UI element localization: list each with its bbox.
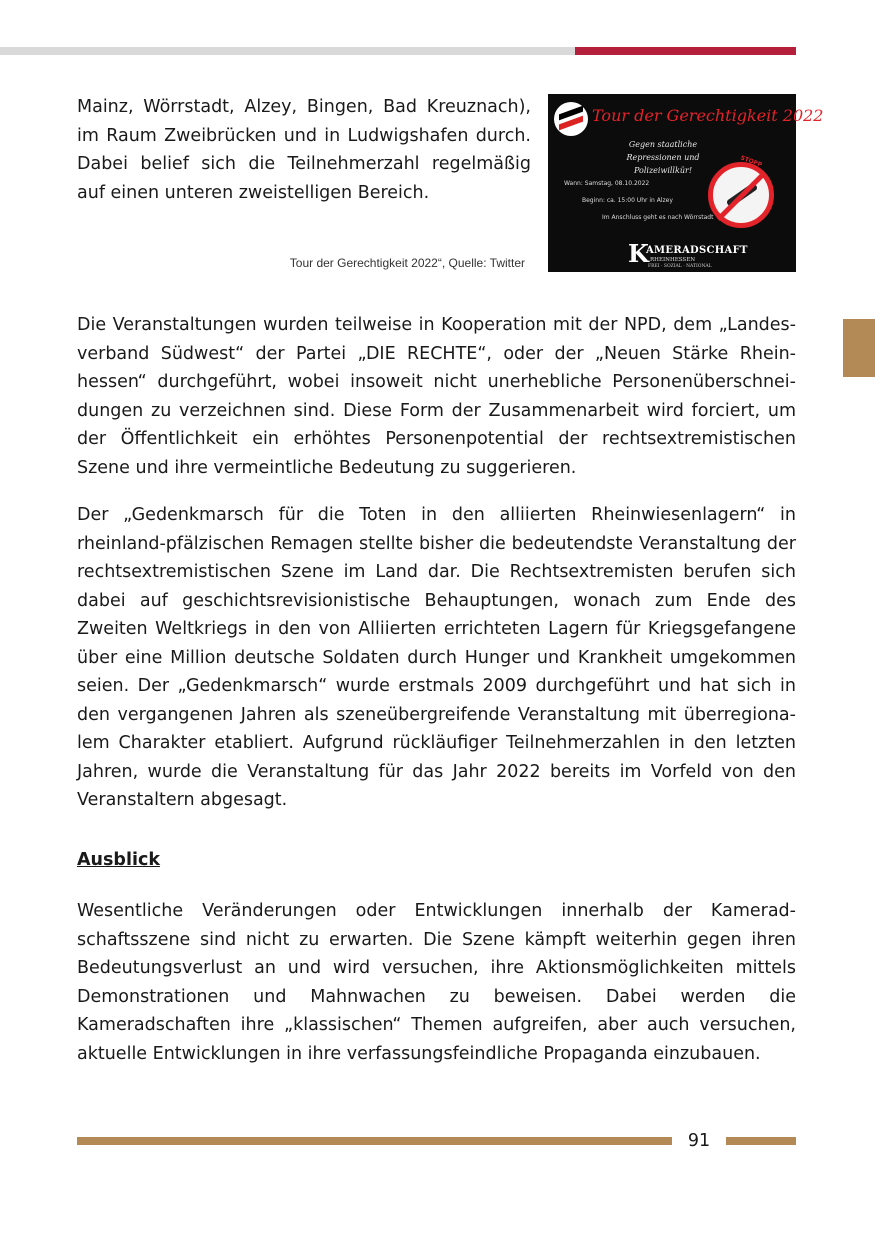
header-rule-red bbox=[575, 47, 796, 55]
flyer-when: Wann: Samstag, 08.10.2022 bbox=[564, 180, 650, 187]
intro-line: auf einen unteren zweistelligen Bereich. bbox=[77, 182, 430, 203]
kameradschaft-logo-initial: K bbox=[628, 239, 649, 268]
header-rule-grey bbox=[0, 47, 575, 55]
body-paragraph: Wesentliche Veränderungen oder Entwicklungen innerhalb der Kameradschaftsszene sind nicht zu erwarten. Die Szene kämpft weiterhin gegen ihren Bedeutungsverlust an und wird versuchen, ihre Aktionsmöglichkeiten mittels Demonstrationen und Mahnwachen zu beweisen. Dabei werden die Kameradschaften ihre „klassischen“ Themen aufgreifen, aber auch versuchen, aktuelle Entwicklungen in ihre verfassungsfeindliche Propaganda einzubauen. bbox=[77, 901, 796, 1064]
intro-line: im Raum Zweibrücken und in Ludwigshafen durch. bbox=[77, 125, 531, 146]
kameradschaft-logo-region: RHEINHESSEN bbox=[650, 257, 696, 263]
flyer-stamp-text: STOPP bbox=[739, 154, 763, 169]
flyer-subtitle-line: Gegen staatliche Repressionen und bbox=[626, 140, 700, 162]
flyer-start: Beginn: ca. 15:00 Uhr in Alzey bbox=[582, 197, 673, 204]
chapter-tab-marker bbox=[843, 319, 875, 377]
body-paragraph: Die Veranstaltungen wurden teilweise in Kooperation mit der NPD, dem „Landesverband Südwest“ der Partei „DIE RECHTE“, oder der „Neuen Stärke Rheinhessen“ durchgeführt, wobei insoweit nicht unerhebliche Personenüberschneidungen zu verzeichnen sind. Diese Form der Zusammenarbeit wird forciert, um der Öffentlichkeit ein erhöhtes Personenpotential der rechtsextremistischen Szene und ihre vermeintliche Bedeutung zu suggerieren. bbox=[77, 315, 796, 478]
intro-paragraph bbox=[77, 93, 531, 207]
body-paragraph: Der „Gedenkmarsch für die Toten in den alliierten Rheinwiesenlagern“ in rheinland-pfälzischen Remagen stellte bisher die bedeutendste Veranstaltung der rechtsextremistischen Szene im Land dar. Die Rechtsextremisten berufen sich dabei auf geschichtsrevisionistische Behauptungen, wonach zum Ende des Zweiten Weltkriegs in den von Alliierten errichteten Lagern für Kriegsgefangene über eine Million deutsche Soldaten durch Hunger und Krankheit umgekommen seien. Der „Gedenkmarsch“ wurde erstmals 2009 durchgeführt und hat sich in den vergangenen Jahren als szeneübergreifende Veranstaltung mit überregionalem Charakter etabliert. Aufgrund rückläufiger Teilnehmerzahlen in den letzten Jahren, wurde die Veranstaltung für das Jahr 2022 bereits im Vorfeld von den Veranstaltern abgesagt. bbox=[77, 505, 796, 810]
figure-caption: Tour der Gerechtigkeit 2022“, Quelle: Twitter bbox=[289, 256, 525, 270]
flyer-subtitle bbox=[608, 138, 718, 177]
flyer-after: Im Anschluss geht es nach Wörrstadt bbox=[602, 214, 714, 221]
kameradschaft-logo-tagline: FREI · SOZIAL · NATIONAL bbox=[648, 264, 712, 269]
flyer-title: Tour der Gerechtigkeit 2022 bbox=[592, 106, 824, 125]
footer-rule-left bbox=[77, 1137, 672, 1145]
intro-line: Mainz, Wörrstadt, Alzey, Bingen, Bad Kreuznach), bbox=[77, 97, 531, 117]
kameradschaft-logo-text: AMERADSCHAFT bbox=[646, 245, 748, 256]
page-number: 91 bbox=[687, 1131, 711, 1151]
prohibition-sign-icon bbox=[708, 162, 774, 228]
footer-rule-right bbox=[726, 1137, 796, 1145]
intro-line: Dabei belief sich die Teilnehmerzahl regelmäßig bbox=[77, 154, 531, 174]
event-flyer-image bbox=[548, 94, 824, 272]
section-heading: Ausblick bbox=[77, 850, 160, 870]
flag-emblem-icon bbox=[554, 102, 588, 136]
flyer-subtitle-line: Polizeiwillkür! bbox=[633, 166, 693, 175]
